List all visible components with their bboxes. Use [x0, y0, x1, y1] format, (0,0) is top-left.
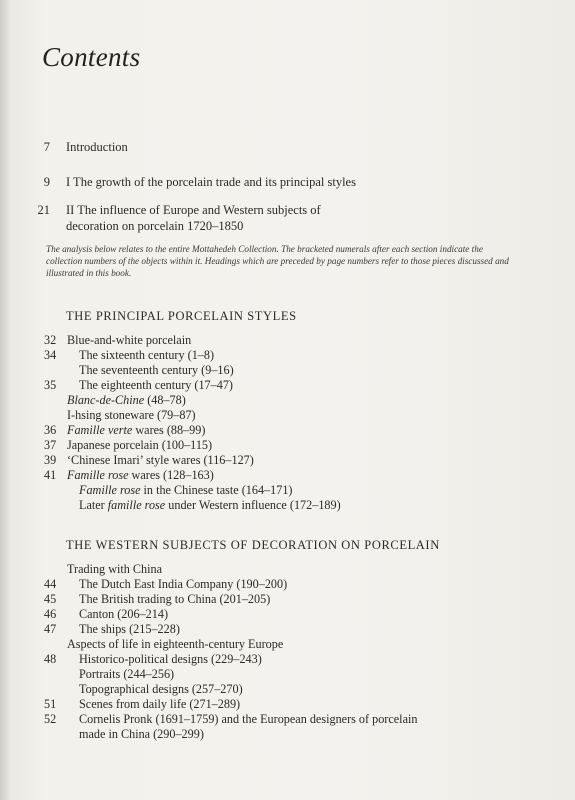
entry-text: wares (128–163) [128, 468, 214, 482]
entry-text-italic: Famille rose [67, 468, 129, 482]
page-title: Contents [42, 42, 141, 72]
section-heading-styles: THE PRINCIPAL PORCELAIN STYLES [66, 309, 297, 323]
entry-page-number: 32 [44, 333, 57, 347]
entry-page-number: 45 [44, 592, 57, 606]
entry-text: Scenes from daily life (271–289) [79, 697, 241, 711]
entry-text-italic: Blanc-de-Chine [67, 393, 145, 407]
entry-text: The Dutch East India Company (190–200) [79, 577, 288, 591]
entry-page-number: 44 [44, 577, 57, 591]
page-gutter-shadow [0, 0, 10, 800]
entry-page-number: 35 [44, 378, 57, 392]
entry-text: Trading with China [67, 562, 163, 576]
entry-text: Aspects of life in eighteenth-century Europe [67, 637, 284, 651]
analysis-note: The analysis below relates to the entire Mottahedeh Collection. The bracketed numerals after each section indicate the collection numbers of the objects within it. Headings which are preceded by page numbers refer to those pieces discussed and illustrated in this book. [46, 244, 509, 278]
entry-page-number: 47 [44, 622, 57, 636]
entry-text-italic: Famille verte [67, 423, 133, 437]
entry-page-number: 52 [44, 712, 57, 726]
entry-text: Portraits (244–256) [79, 667, 175, 681]
entry-text: (48–78) [144, 393, 186, 407]
entry-text-italic: famille rose [107, 498, 166, 512]
entry-text-italic: Famille rose [79, 483, 141, 497]
toc-item-text-line2: decoration on porcelain 1720–1850 [66, 219, 244, 233]
entry-text: Canton (206–214) [79, 607, 169, 621]
entry-page-number: 34 [44, 348, 57, 362]
toc-item-text-line1: II The influence of Europe and Western subjects of [66, 203, 321, 217]
entry-text: The eighteenth century (17–47) [79, 378, 233, 392]
entry-text: ‘Chinese Imari’ style wares (116–127) [67, 453, 254, 467]
entry-text: The British trading to China (201–205) [79, 592, 271, 606]
entry-text: The ships (215–228) [79, 622, 180, 636]
entry-page-number: 51 [44, 697, 57, 711]
entry-text: The seventeenth century (9–16) [79, 363, 234, 377]
toc-item-text: I The growth of the porcelain trade and its principal styles [66, 175, 356, 189]
entry-page-number: 48 [44, 652, 57, 666]
entry-text: Topographical designs (257–270) [79, 682, 243, 696]
toc-item-text: Introduction [66, 140, 128, 154]
entry-text: The sixteenth century (1–8) [79, 348, 215, 362]
entry-text: made in China (290–299) [79, 727, 204, 741]
entry-text: Japanese porcelain (100–115) [67, 438, 213, 452]
entry-text: in the Chinese taste (164–171) [140, 483, 293, 497]
entry-page-number: 37 [44, 438, 57, 452]
entry-text: Blue-and-white porcelain [67, 333, 192, 347]
entry-text: Historico-political designs (229–243) [79, 652, 262, 666]
entry-text: under Western influence (172–189) [165, 498, 341, 512]
entry-page-number: 46 [44, 607, 57, 621]
entry-page-number: 39 [44, 453, 57, 467]
entry-page-number: 41 [44, 468, 57, 482]
entry-page-number: 36 [44, 423, 57, 437]
toc-page-number: 7 [43, 140, 50, 154]
entry-text: I-hsing stoneware (79–87) [67, 408, 196, 422]
toc-page-number: 21 [37, 203, 50, 217]
toc-page-number: 9 [43, 175, 50, 189]
entry-text: wares (88–99) [132, 423, 206, 437]
entry-text: Later [79, 498, 108, 512]
section-heading-western: THE WESTERN SUBJECTS OF DECORATION ON PORCELAIN [66, 538, 440, 552]
entry-text: Cornelis Pronk (1691–1759) and the European designers of porcelain [79, 712, 418, 726]
